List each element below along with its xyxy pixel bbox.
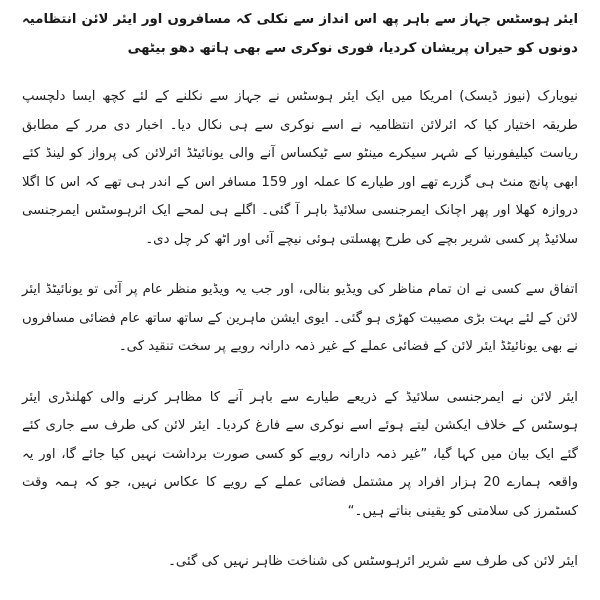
article-paragraph-1: نیویارک (نیوز ڈیسک) امریکا میں ایک ایئر ہوسٹس نے جہاز سے نکلنے کے لئے کچھ ایسا دلچسپ طریقہ اختیار کیا کہ ائرلائن انتظامیہ نے اسے نوکری سے ہی نکال دیا۔ اخبار دی مرر کے مطابق ریاست کیلیفورنیا کے شہر سیکرے مینٹو سے ٹیکساس آنے والی یونائیٹڈ ائرلائن کی پرواز کو لینڈ کئے ابھی پانچ منٹ ہی گزرے تھے اور طیارے کا عملہ اور 159 مسافر اس کے اندر ہی تھے کہ اس کا اگلا دروازہ کھلا اور پھر اچانک ایمرجنسی سلائیڈ باہر آ گئی۔ اگلے ہی لمحے ایک ائرہوسٹس ایمرجنسی سلائیڈ پر کسی شریر بچے کی طرح پھسلتی ہوئی نیچے آئی اور اٹھ کر چل دی۔ <box>22 89 578 247</box>
article-paragraph-3: ایئر لائن نے ایمرجنسی سلائیڈ کے ذریعے طیارے سے باہر آنے کا مظاہر کرنے والی کھلنڈری ایئر ہوسٹس کے خلاف ایکشن لیتے ہوئے اسے نوکری سے فارغ کردیا۔ ایئر لائن کی طرف سے جاری کئے گئے ایک بیان میں کہا گیا، ”غیر ذمہ دارانہ رویے کو کسی صورت برداشت نہیں کیا جائے گا، اور یہ واقعہ ہمارے 20 ہزار افراد پر مشتمل فضائی عملے کے رویے کا عکاس نہیں، جو کہ ہمہ وقت کسٹمرز کی سلامتی کو یقینی بناتے ہیں۔“ <box>22 389 579 519</box>
news-article <box>22 6 578 599</box>
article-paragraph-4: ایئر لائن کی طرف سے شریر ائرہوسٹس کی شناخت ظاہر نہیں کی گئی۔ <box>168 554 578 569</box>
article-paragraph-2: اتفاق سے کسی نے ان تمام مناظر کی ویڈیو بنالی، اور جب یہ ویڈیو منظر عام پر آئی تو یونائیٹڈ ایئر لائن کے لئے بہت بڑی مصیبت کھڑی ہو گئی۔ ایوی ایشن ماہرین کے ساتھ ساتھ عام فضائی مسافروں نے بھی یونائیٹڈ ایئر لائن کے فضائی عملے کے غیر ذمہ دارانہ رویے پر سخت تنقید کی۔ <box>22 282 578 354</box>
article-headline: ایئر ہوسٹس جہاز سے باہر پھ اس انداز سے نکلی کہ مسافروں اور ایئر لائن انتظامیہ دونوں کو حیران پریشان کردیا، فوری نوکری سے بھی ہاتھ دھو بیٹھی <box>22 12 578 56</box>
